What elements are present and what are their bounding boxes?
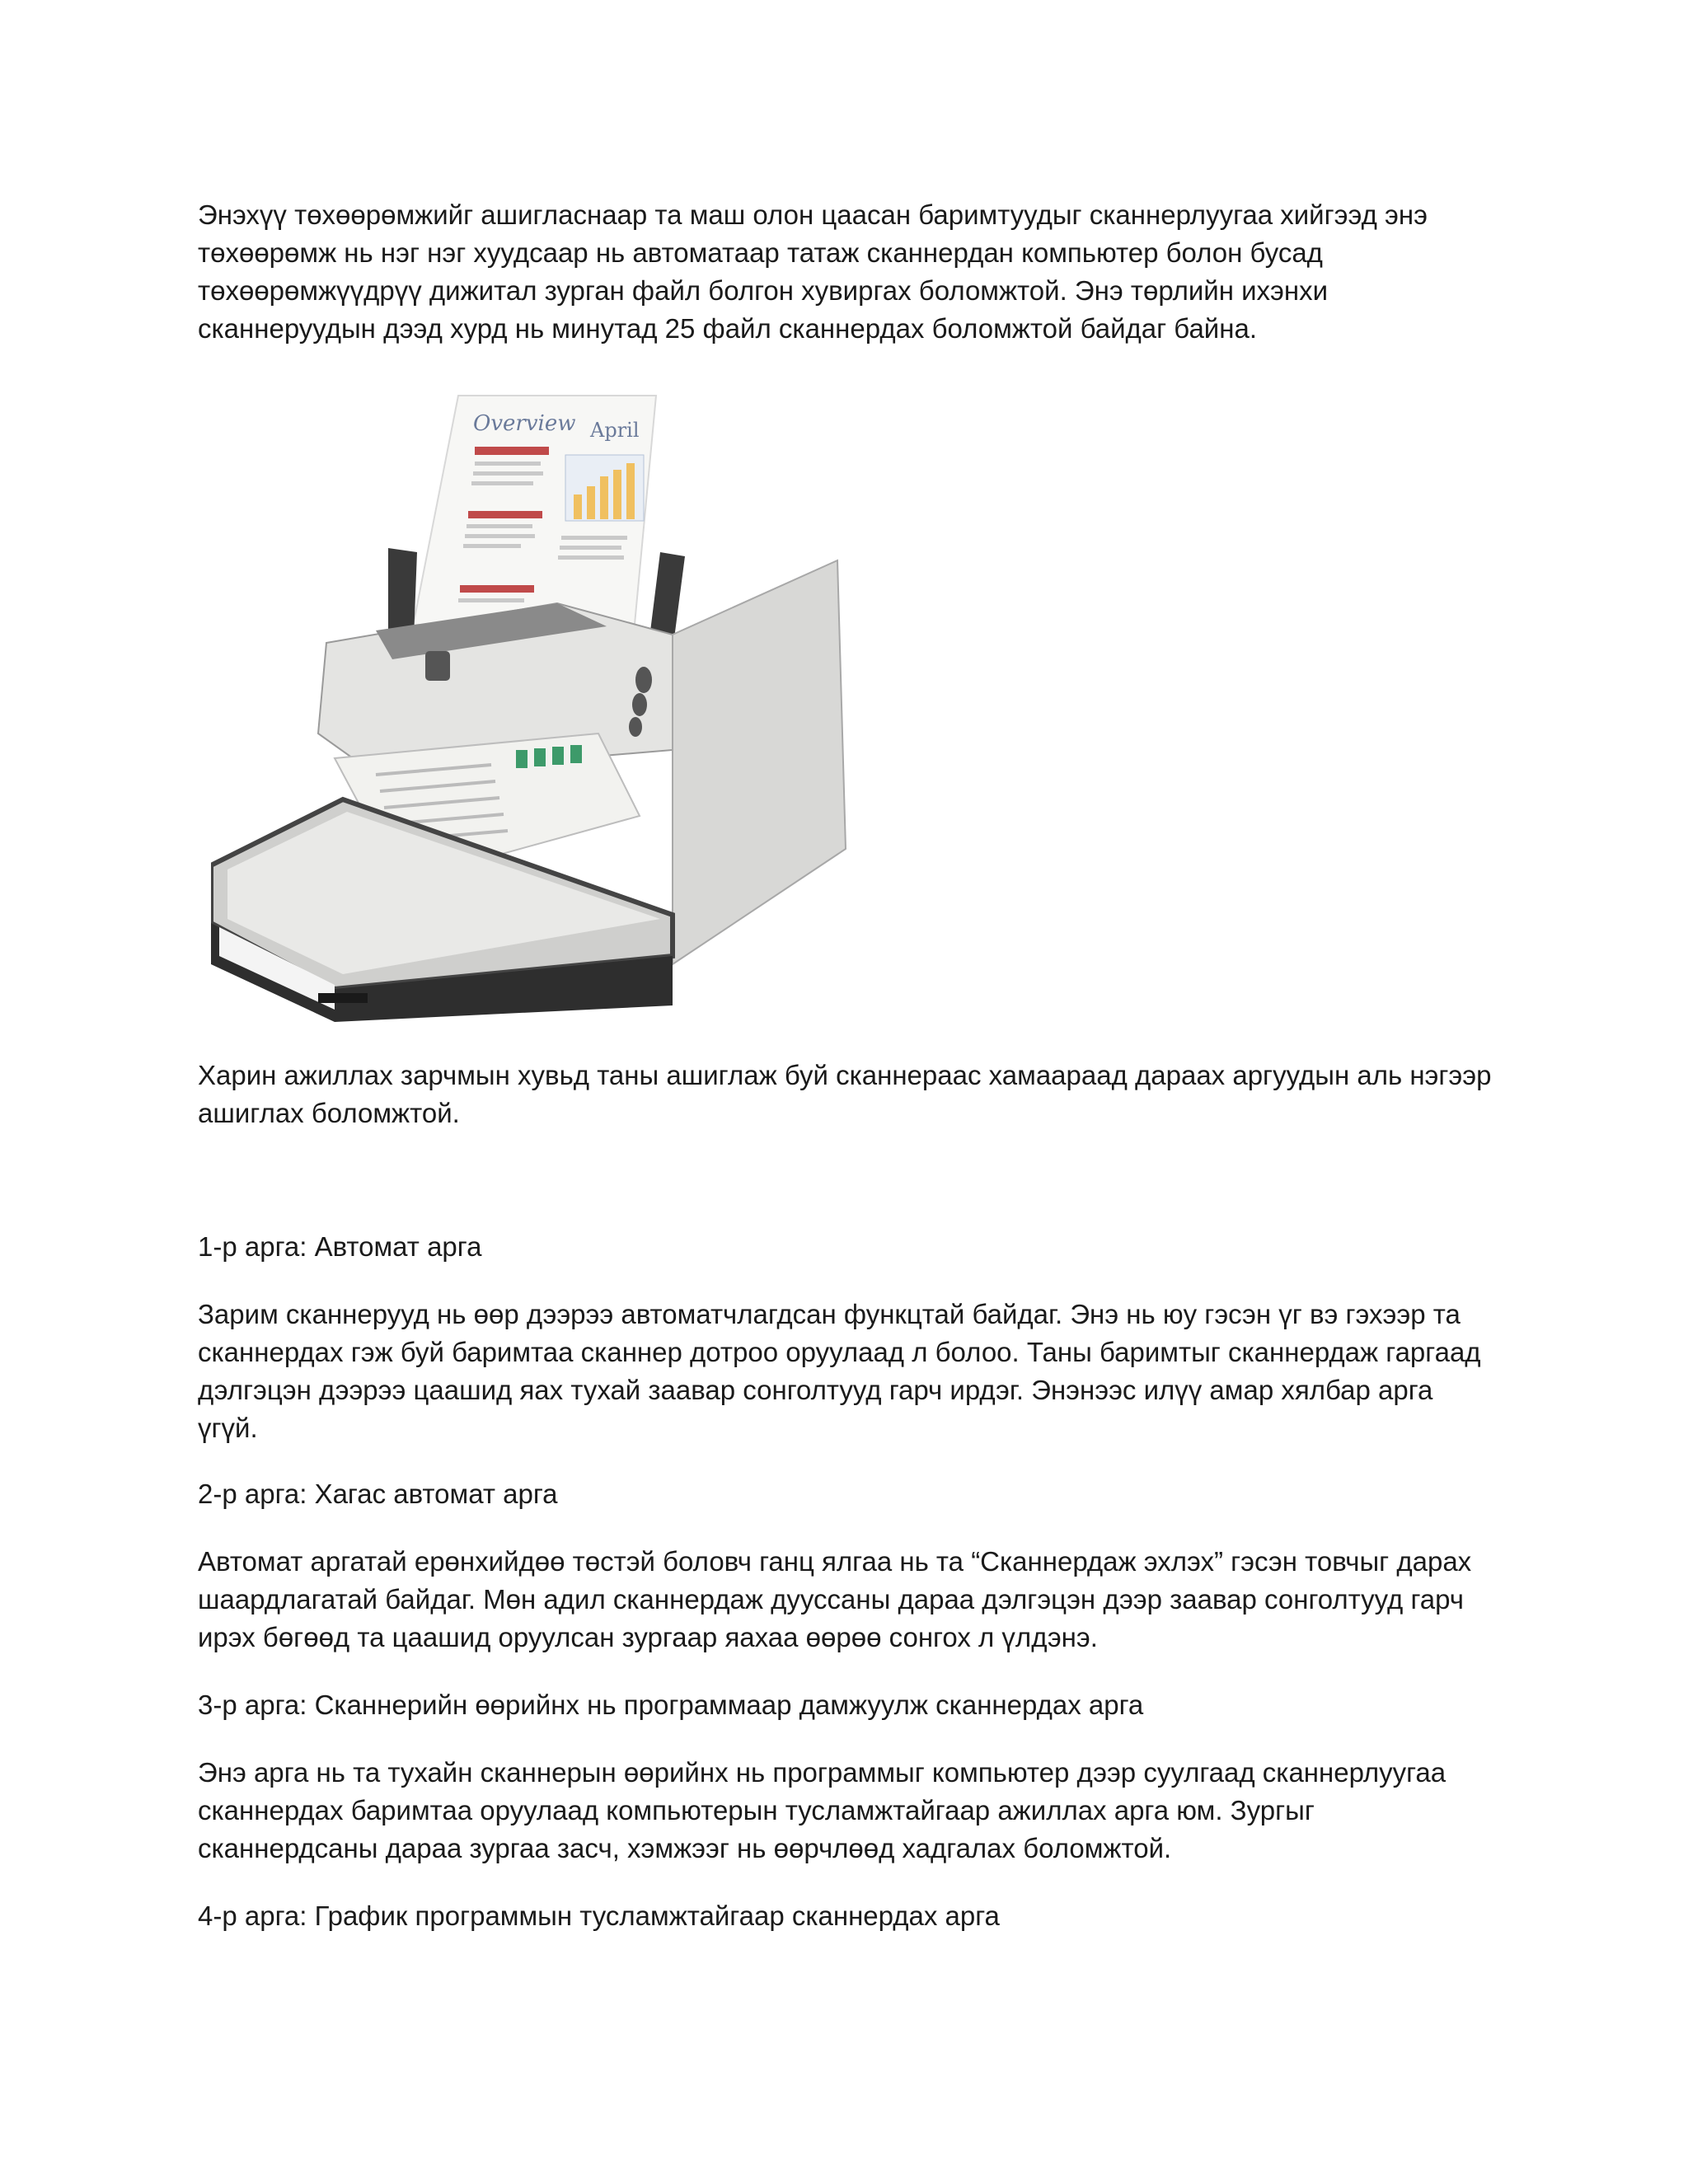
method-2-body: Автомат аргатай ерөнхийдөө төстэй боловч ганц ялгаа нь та “Сканнердаж эхлэх” гэсэн товчыг дарах шаардлагатай байдаг. Мөн адил сканнердаж дууссаны дараа дэлгэцэн дээр заавар сонголтууд гарч ирэх бөгөөд та цаашид оруулсан зургаар яахаа өөрөө сонгох л үлдэнэ. [198,1546,1472,1652]
sheet-title: Overview [473,411,576,436]
sheet-month: April [590,419,640,442]
method-4-heading: 4-р арга: График программын тусламжтайгаар сканнердах арга [198,1900,1000,1931]
method-1-heading: 1-р арга: Автомат арга [198,1231,482,1262]
method-1-body: Зарим сканнерууд нь өөр дээрээ автоматчлагдсан функцтай байдаг. Энэ нь юу гэсэн үг вэ гэхээр та сканнердах гэж буй баримтаа сканнер дотроо оруулаад л болоо. Таны баримтыг сканнердаж гаргаад дэлгэцэн дээрээ цаашид яах тухай заавар сонголтууд гарч ирдэг. Энэнээс илүү амар хялбар арга үгүй. [198,1299,1481,1443]
intro-paragraph: Энэхүү төхөөрөмжийг ашигласнаар та маш олон цаасан баримтуудыг сканнерлуугаа хийгээд энэ төхөөрөмж нь нэг нэг хуудсаар нь автоматаар татаж сканнердан компьютер болон бусад төхөөрөмжүүдрүү дижитал зурган файл болгон хувиргах боломжтой. Энэ төрлийн ихэнхи сканнеруудын дээд хурд нь минутад 25 файл сканнердах боломжтой байдаг байна. [198,199,1428,344]
transition-paragraph: Харин ажиллах зарчмын хувьд таны ашиглаж буй сканнераас хамаараад дараах аргуудын аль нэгээр ашиглах боломжтой. [198,1060,1492,1128]
method-2-heading: 2-р арга: Хагас автомат арга [198,1479,558,1509]
document-scanner-image [211,387,920,1022]
method-3-heading: 3-р арга: Сканнерийн өөрийнх нь программаар дамжуулж сканнердах арга [198,1690,1144,1720]
method-3-body: Энэ арга нь та тухайн сканнерын өөрийнх нь программыг компьютер дээр суулгаад сканнерлуугаа сканнердах баримтаа оруулаад компьютерын тусламжтайгаар ажиллах арга юм. Зургыг сканнердсаны дараа зургаа засч, хэмжээг нь өөрчлөөд хадгалах боломжтой. [198,1757,1447,1863]
